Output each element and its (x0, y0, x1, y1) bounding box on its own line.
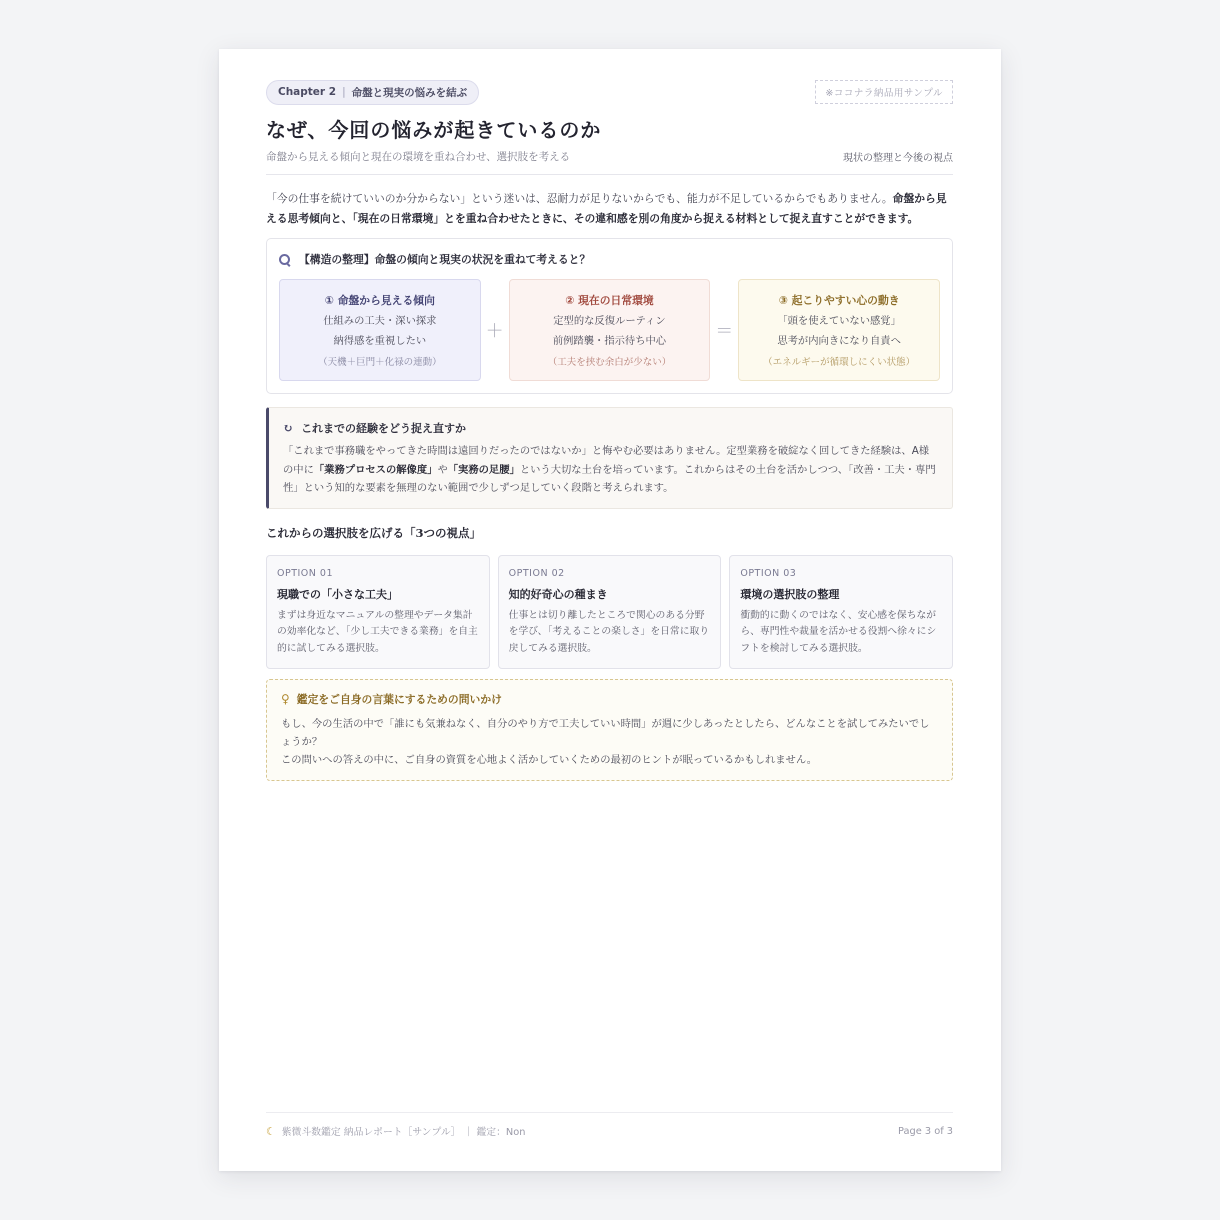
intro-text: 「今の仕事を続けていいのか分からない」という迷いは、忍耐力が足りないからでも、能力が不足しているからでもありません。 (266, 192, 893, 205)
reframe-heading (283, 420, 938, 436)
intro-paragraph (266, 189, 953, 228)
question-title: 鑑定をご自身の言葉にするための問いかけ (296, 692, 502, 706)
emotion-card (738, 279, 940, 381)
option-title: 現職での「小さな工夫」 (277, 587, 398, 601)
sample-tag: ※ココナラ納品用サンプル (815, 80, 953, 104)
reframe-paragraph (283, 442, 938, 498)
option-title: 知的好奇心の種まき (508, 587, 608, 601)
question-box (266, 679, 953, 781)
card-note: （エネルギーが循環しにくい状態） (763, 357, 916, 368)
options-heading: これからの選択肢を広げる「3つの視点」 (266, 525, 481, 540)
reframe-text: 「これまで事務職をやってきた時間は遠回りだったのではないか」と悔やむ必要はありません。定型業務を破綻なく回してきた経験は、A様の中に (283, 445, 930, 476)
card-line: 「頭を使えていない感覚」 (777, 315, 901, 327)
reframe-emphasis: 「業務プロセスの解像度」 (313, 463, 438, 476)
card-line: 納得感を重視したい (333, 335, 427, 347)
page-number: Page 3 of 3 (898, 1125, 953, 1137)
option-card (266, 555, 490, 669)
tendency-card (279, 279, 481, 381)
card-line: 前例踏襲・指示待ち中心 (552, 335, 667, 347)
environment-card (509, 279, 711, 381)
question-line: もし、今の生活の中で「誰にも気兼ねなく、自分のやり方で工夫していい時間」が週に少しあったとしたら、どんなことを試してみたいでしょうか？ (281, 717, 930, 748)
card-title: ① 命盤から見える傾向 (324, 294, 435, 307)
subtitle-row (266, 149, 953, 164)
page-content (266, 79, 953, 781)
lightbulb-icon: ♀ (281, 692, 290, 706)
reframe-text: や (437, 463, 448, 476)
chapter-title: 命盤と現実の悩みを結ぶ (351, 86, 468, 99)
card-line: 仕組みの工夫・深い探求 (323, 315, 437, 327)
option-description: 仕事とは切り離したところで関心のある分野を学び、「考えることの楽しさ」を日常に取り戻してみる選択肢。 (508, 609, 710, 654)
option-number: OPTION 02 (508, 567, 565, 579)
side-note: 現状の整理と今後の視点 (843, 153, 953, 164)
page-subtitle: 命盤から見える傾向と現在の環境を重ね合わせ、選択肢を考える (266, 151, 571, 163)
page-footer (266, 1112, 953, 1138)
page-title: なぜ、今回の悩みが起きているのか (266, 118, 602, 142)
sync-icon: ↻ (283, 421, 294, 435)
option-number: OPTION 01 (277, 567, 334, 579)
intro-emphasis: 命盤から見える思考傾向と、「現在の日常環境」とを重ね合わせたときに、その違和感を別の角度から捉える材料として捉え直すことができます。 (266, 192, 947, 225)
card-title: ② 現在の日常環境 (565, 294, 654, 307)
reframe-box (266, 407, 953, 509)
question-heading (281, 692, 938, 707)
search-icon (279, 254, 291, 266)
structure-title: 【構造の整理】命盤の傾向と現実の状況を重ねて考えると？ (299, 253, 591, 266)
card-title: ③ 起こりやすい心の動き (778, 294, 900, 307)
option-number: OPTION 03 (740, 567, 797, 579)
option-title: 環境の選択肢の整理 (740, 587, 840, 601)
footer-report-label: 紫微斗数鑑定 納品レポート［サンプル］ ｜ 鑑定：Non (281, 1127, 526, 1138)
header-divider (266, 174, 953, 175)
report-page (219, 49, 1001, 1171)
chapter-separator: | (342, 86, 346, 98)
question-text (281, 715, 938, 769)
structure-cards (279, 279, 940, 381)
card-line: 定型的な反復ルーティン (553, 315, 666, 327)
chapter-label: Chapter 2 (278, 86, 337, 98)
question-line: この問いへの答えの中に、ご自身の資質を心地よく活かしていくための最初のヒントが眠っているかもしれません。 (281, 753, 818, 766)
card-line: 思考が内向きになり自責へ (777, 335, 901, 347)
moon-icon: ☾ (266, 1124, 276, 1138)
option-description: 衝動的に動くのではなく、安心感を保ちながら、専門性や裁量を活かせる役割へ徐々にシフトを検討してみる選択肢。 (740, 609, 937, 654)
structure-heading (279, 252, 940, 267)
reframe-text: という大切な土台を培っています。これからはその土台を活かしつつ、「改善・工夫・専門性」という知的な要素を無理のない範囲で少しずつ足していく段階と考えられます。 (283, 463, 936, 494)
footer-left (266, 1124, 525, 1138)
chapter-pill (266, 80, 479, 105)
option-card (729, 555, 953, 669)
structure-box (266, 238, 953, 394)
reframe-title: これまでの経験をどう捉え直すか (301, 422, 467, 435)
equals-sign: ＝ (715, 321, 734, 342)
plus-sign: ＋ (485, 321, 504, 342)
card-note: （工夫を挟む余白が少ない） (547, 357, 672, 368)
option-card (498, 555, 722, 669)
header-row (266, 79, 953, 105)
reframe-emphasis: 「実務の足腰」 (447, 463, 520, 476)
options-grid (266, 555, 953, 669)
option-description: まずは身近なマニュアルの整理やデータ集計の効率化など、「少し工夫できる業務」を自主的に試してみる選択肢。 (277, 609, 478, 654)
card-note: （天機＋巨門＋化禄の連動） (318, 357, 442, 368)
